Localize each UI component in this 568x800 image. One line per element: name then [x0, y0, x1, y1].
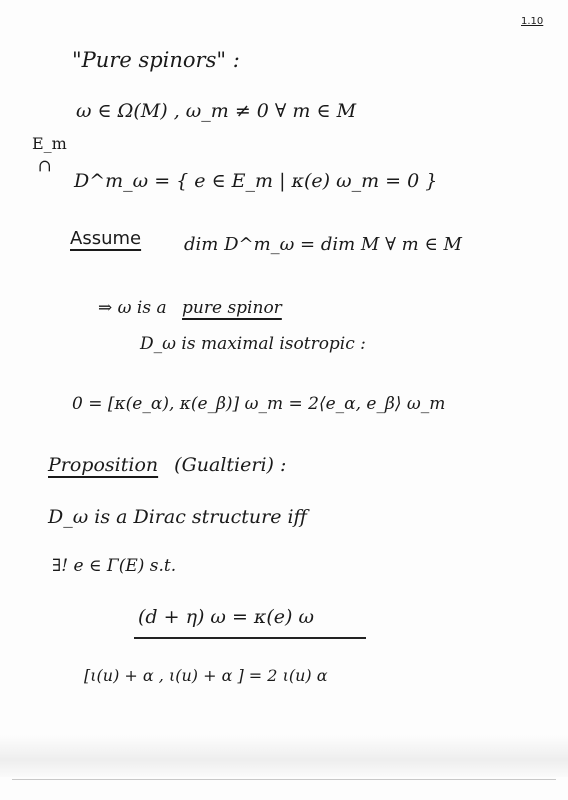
bracket-equation: 0 = [κ(e_α), κ(e_β)] ω_m = 2⟨e_α, e_β⟩ ω_m — [72, 394, 446, 414]
d-omega-definition: D^m_ω = { e ∈ E_m | κ(e) ω_m = 0 } — [74, 170, 438, 192]
assume-label: Assume — [70, 228, 142, 249]
omega-definition: ω ∈ Ω(M) , ω_m ≠ 0 ∀ m ∈ M — [76, 100, 357, 122]
key-equation: (d + η) ω = κ(e) ω — [138, 606, 314, 628]
last-equation: [ι(u) + α , ι(u) + α ] = 2 ι(u) α — [84, 666, 328, 685]
implies-text: ⇒ ω is a — [98, 298, 167, 318]
key-equation-underline — [134, 637, 366, 639]
pure-spinor-term: pure spinor — [182, 298, 282, 318]
supset-symbol: ⊃ — [35, 158, 56, 174]
dirac-structure-line: D_ω is a Dirac structure iff — [48, 506, 308, 528]
maximal-isotropic-line: D_ω is maximal isotropic : — [140, 334, 366, 354]
page-number: 1.10 — [521, 16, 544, 27]
page-edge-line — [12, 779, 556, 780]
proposition-label: Proposition — [48, 454, 159, 476]
proposition-author: (Gualtieri) : — [174, 454, 287, 476]
em-label: E_m — [32, 134, 67, 153]
exists-unique-line: ∃! e ∈ Γ(E) s.t. — [52, 556, 177, 576]
proposition-line — [48, 454, 286, 476]
scan-shadow — [0, 735, 568, 777]
section-title: "Pure spinors" : — [72, 48, 240, 72]
implies-line — [98, 298, 282, 318]
assume-expression: dim D^m_ω = dim M ∀ m ∈ M — [184, 234, 462, 255]
